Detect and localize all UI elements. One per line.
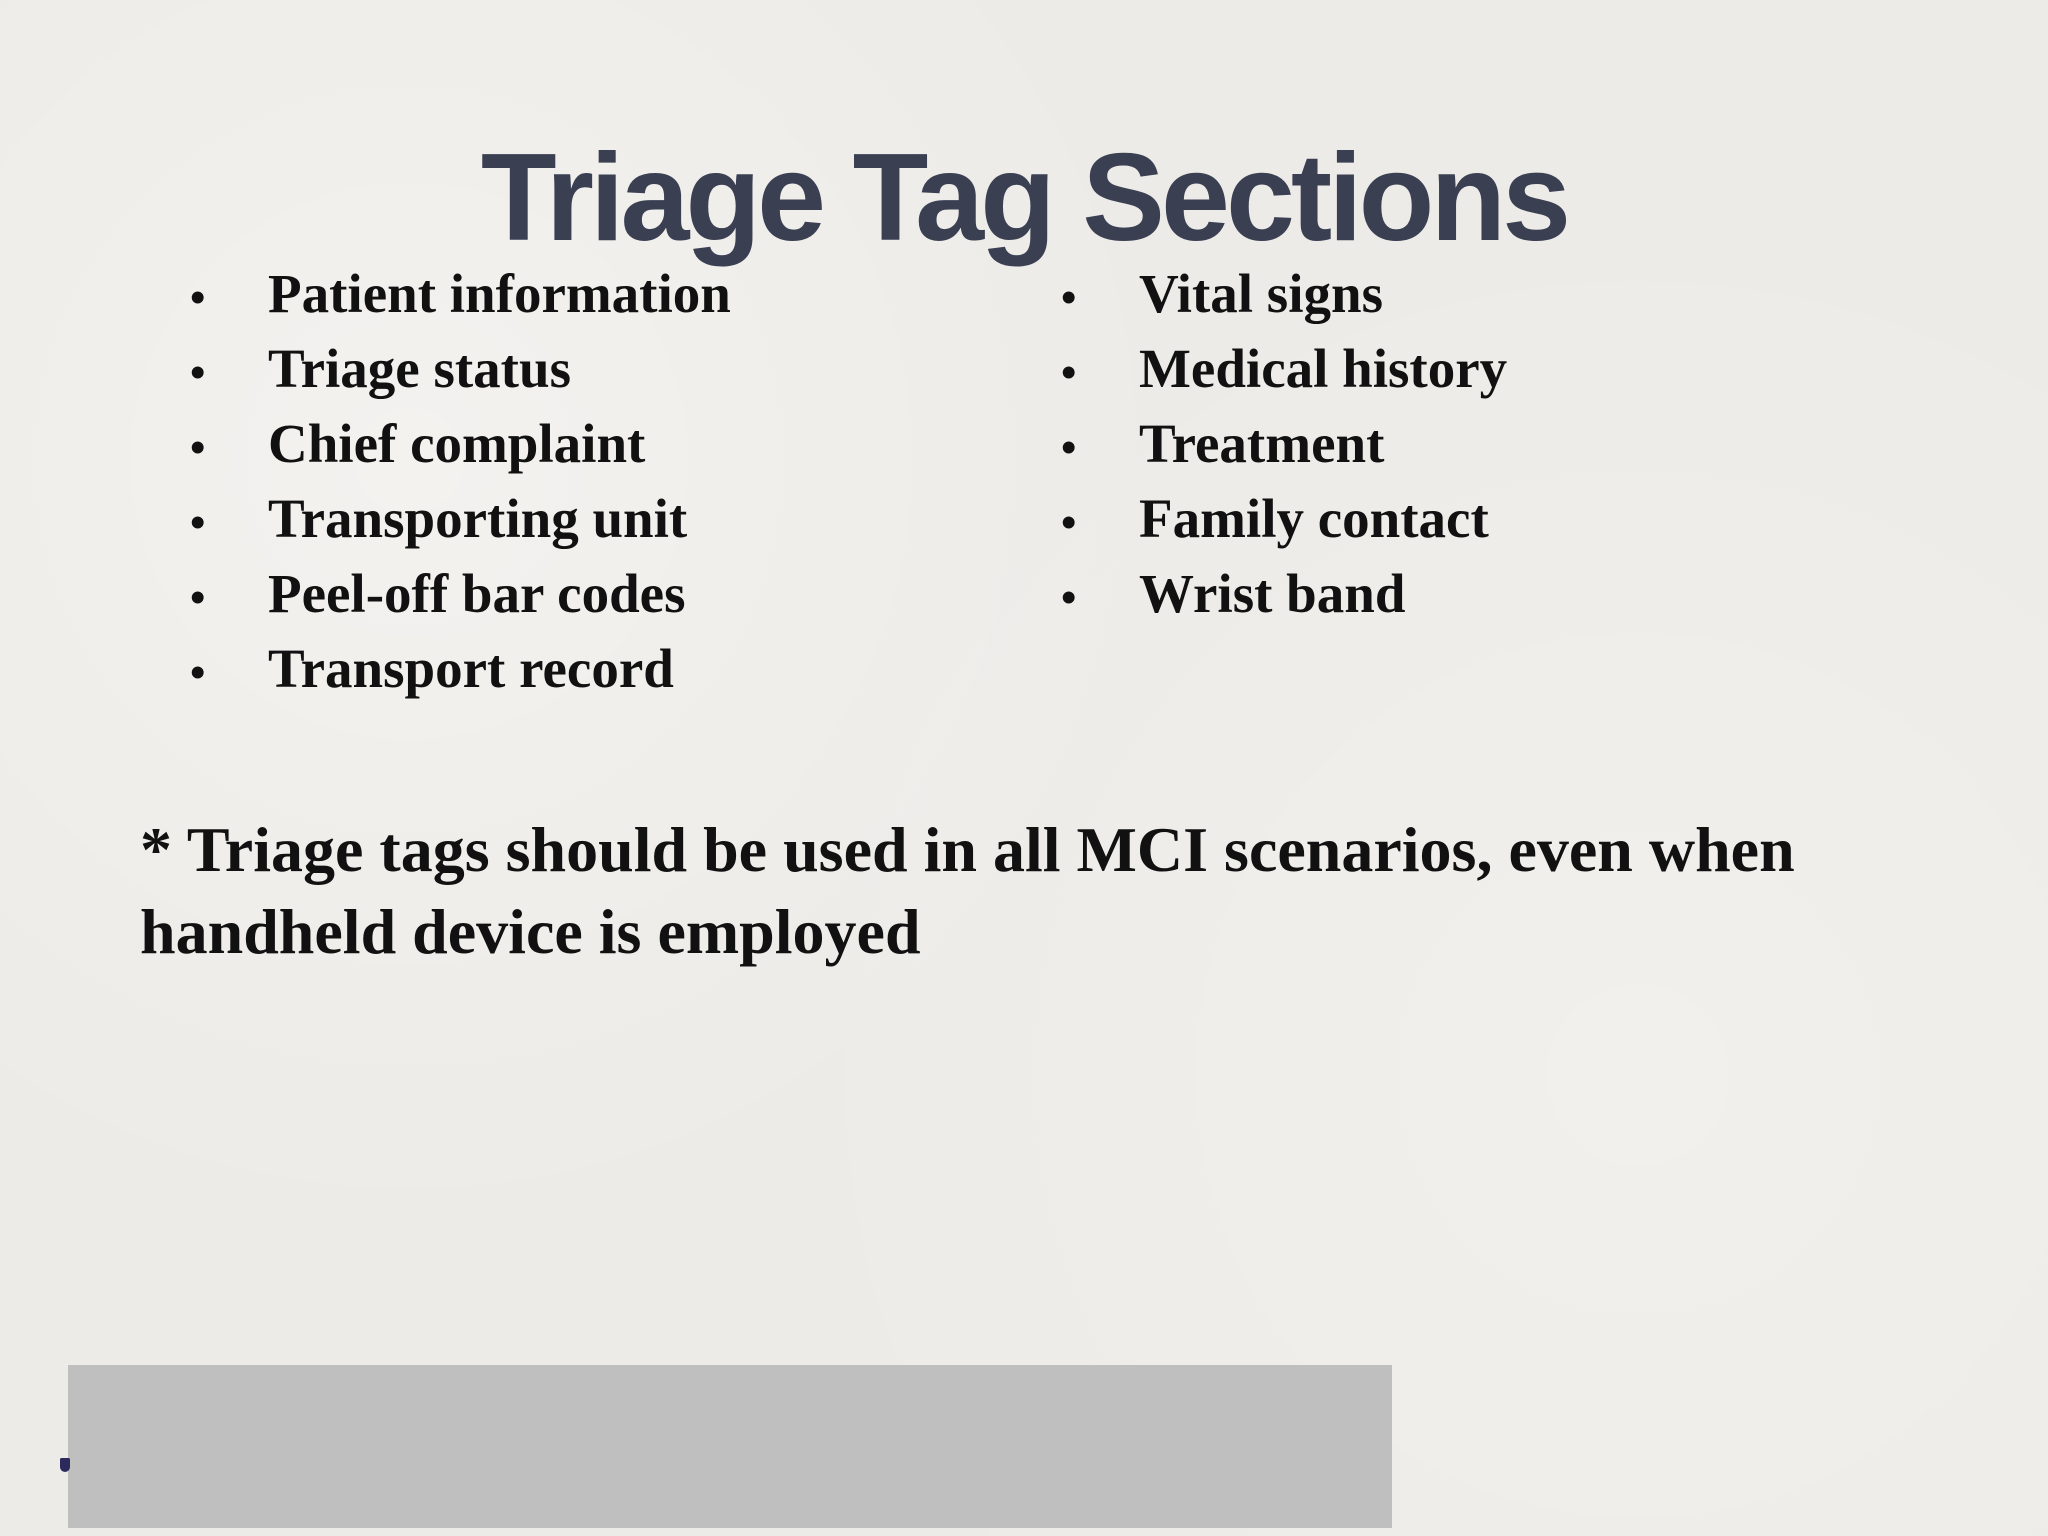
bullet-icon: • xyxy=(1061,423,1077,472)
bullet-icon: • xyxy=(190,273,206,322)
bullet-icon: • xyxy=(190,573,206,622)
left-bullet-list xyxy=(190,262,731,712)
logo-fragment xyxy=(60,1458,70,1472)
list-item xyxy=(1061,262,1507,337)
bullet-text: Transporting unit xyxy=(268,488,688,549)
bullet-text: Vital signs xyxy=(1139,263,1383,324)
right-bullet-list xyxy=(1061,262,1507,637)
list-item xyxy=(190,637,731,712)
redacted-block xyxy=(68,1365,1392,1528)
list-item xyxy=(190,487,731,562)
list-item xyxy=(190,262,731,337)
bullet-icon: • xyxy=(1061,573,1077,622)
bullet-text: Peel-off bar codes xyxy=(268,563,686,624)
bullet-icon: • xyxy=(190,498,206,547)
bullet-text: Chief complaint xyxy=(268,413,646,474)
footnote: * Triage tags should be used in all MCI scenarios, even when handheld device is employed xyxy=(140,814,1795,967)
list-item xyxy=(1061,337,1507,412)
bullet-text: Family contact xyxy=(1139,488,1489,549)
bullet-text: Treatment xyxy=(1139,413,1385,474)
slide-title: Triage Tag Sections xyxy=(480,129,1568,268)
bullet-icon: • xyxy=(190,648,206,697)
list-item xyxy=(190,562,731,637)
bullet-text: Triage status xyxy=(268,338,571,399)
bullet-text: Patient information xyxy=(268,263,731,324)
bullet-icon: • xyxy=(1061,498,1077,547)
bullet-icon: • xyxy=(1061,348,1077,397)
list-item xyxy=(1061,487,1507,562)
bullet-text: Transport record xyxy=(268,638,674,699)
bullet-text: Medical history xyxy=(1139,338,1508,399)
list-item xyxy=(190,412,731,487)
bullet-icon: • xyxy=(190,348,206,397)
bullet-text: Wrist band xyxy=(1139,563,1406,624)
list-item xyxy=(1061,562,1507,637)
list-item xyxy=(1061,412,1507,487)
bullet-icon: • xyxy=(1061,273,1077,322)
bullet-icon: • xyxy=(190,423,206,472)
list-item xyxy=(190,337,731,412)
